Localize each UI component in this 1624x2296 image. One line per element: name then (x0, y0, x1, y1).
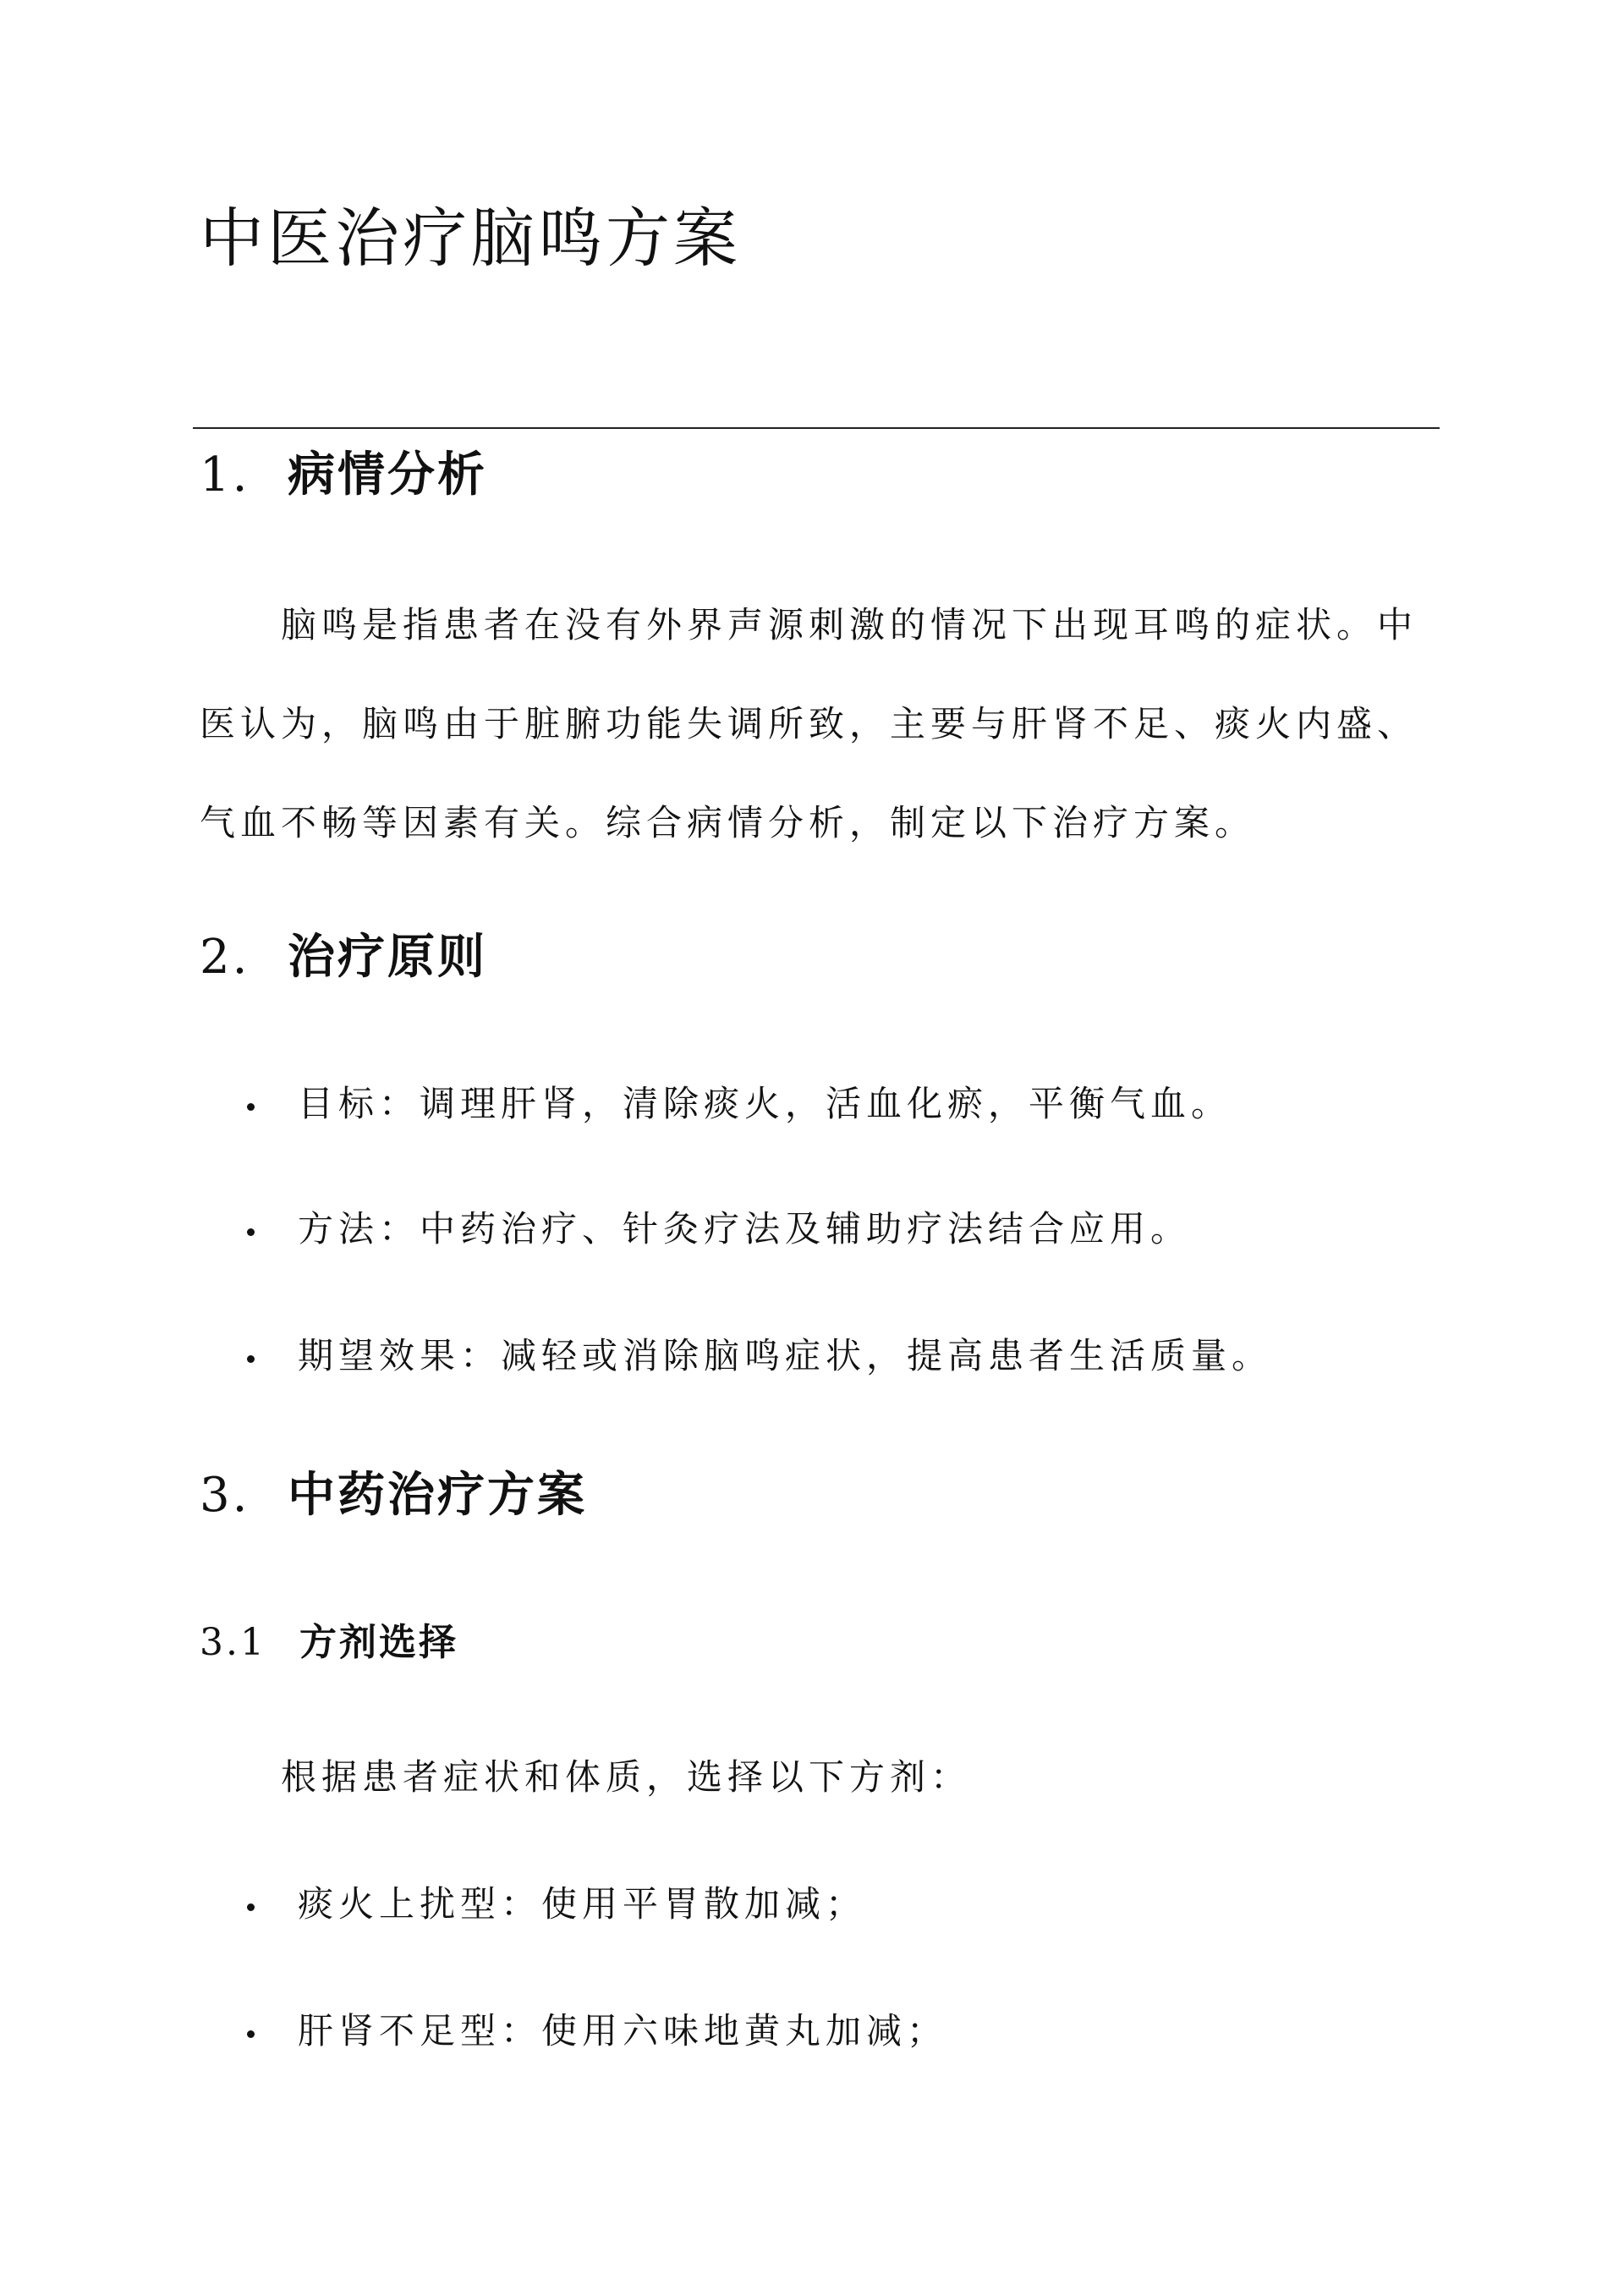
list-item (245, 1208, 1191, 1250)
section-number: 2. (200, 930, 250, 985)
bullet-icon (247, 1355, 255, 1363)
list-item (245, 1083, 1232, 1125)
list-item-text: 期望效果：减轻或消除脑鸣症状，提高患者生活质量。 (298, 1335, 1273, 1376)
bullet-icon (247, 1103, 255, 1111)
subsection-heading (200, 1621, 458, 1666)
section-title: 中药治疗方案 (288, 1467, 587, 1523)
bullet-icon (247, 1903, 255, 1911)
section-heading-3 (200, 1467, 587, 1524)
horizontal-rule (193, 427, 1440, 429)
paragraph-text: 脑鸣是指患者在没有外界声源刺激的情况下出现耳鸣的症状。中医认为，脑鸣由于脏腑功能失调所致，主要与肝肾不足、痰火内盛、气血不畅等因素有关。综合病情分析，制定以下治疗方案。 (200, 604, 1418, 843)
subsection-title: 方剂选择 (299, 1621, 458, 1664)
section-heading-2 (200, 929, 487, 986)
section-number: 3. (200, 1468, 250, 1523)
subsection-number: 3.1 (200, 1621, 266, 1664)
list-item (245, 2010, 947, 2052)
bullet-icon (247, 2030, 255, 2038)
list-item-text: 目标：调理肝肾，清除痰火，活血化瘀，平衡气血。 (298, 1083, 1232, 1124)
list-item (245, 1883, 866, 1925)
subsection-intro: 根据患者症状和体质，选择以下方剂： (281, 1756, 972, 1798)
list-item (245, 1335, 1272, 1377)
list-item-text: 痰火上扰型：使用平胃散加减； (298, 1883, 867, 1925)
bullet-icon (247, 1228, 255, 1236)
section-heading-1 (200, 447, 487, 503)
list-item-text: 肝肾不足型：使用六味地黄丸加减； (298, 2010, 948, 2052)
section-title: 病情分析 (288, 447, 487, 503)
section-number: 1. (200, 448, 250, 503)
section-title: 治疗原则 (288, 929, 487, 985)
document-title: 中医治疗脑鸣方案 (200, 200, 741, 276)
section-paragraph (200, 575, 1451, 872)
list-item-text: 方法：中药治疗、针灸疗法及辅助疗法结合应用。 (298, 1208, 1192, 1250)
